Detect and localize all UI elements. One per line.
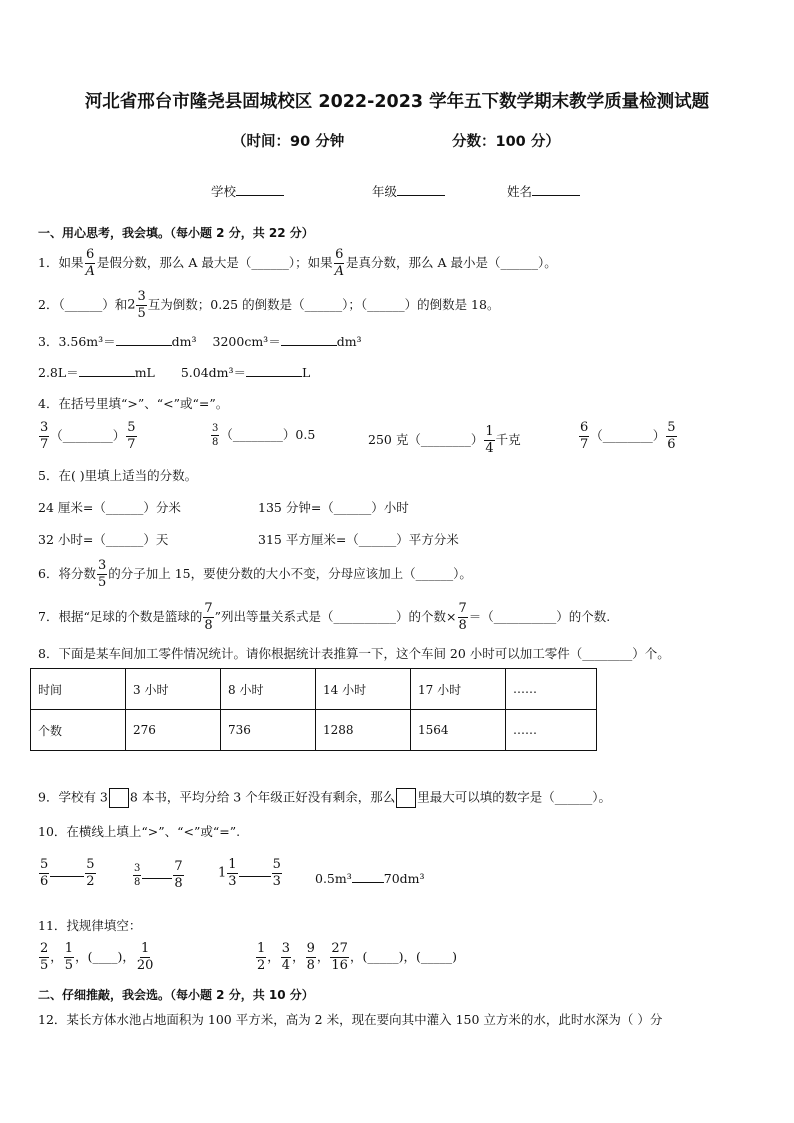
compare-item-2: $\frac{3}{8}$ $\frac{7}{8}$ [134, 859, 183, 891]
question-11-items [38, 942, 758, 982]
compare-item-2: $\frac{3}{8}$ （________）0.5 [212, 423, 316, 448]
exam-time: （时间：90 分钟 [232, 134, 345, 150]
compare-item-4: $\frac{6}{7}$ （________） $\frac{5}{6}$ [580, 420, 676, 452]
answer-blank[interactable] [116, 333, 172, 346]
exam-title: 河北省邢台市隆尧县固城校区 2022-2023 学年五下数学期末教学质量检测试题 [84, 92, 710, 112]
question-11: 11．找规律填空： [38, 918, 142, 933]
answer-blank[interactable] [142, 866, 172, 879]
grade-field [372, 182, 445, 200]
compare-blank[interactable]: （________） [50, 428, 126, 443]
answer-blank[interactable] [352, 870, 384, 883]
compare-blank[interactable]: （________） [590, 428, 666, 443]
name-field [507, 182, 580, 200]
question-8: 8．下面是某车间加工零件情况统计。请你根据统计表推算一下，这个车间 20 小时可以加工零件（________）个。 [38, 646, 670, 661]
sequence-blank[interactable]: (____) [87, 949, 123, 964]
sequence-blank[interactable]: (_____) [362, 949, 404, 964]
school-label: 学校 [211, 184, 237, 199]
school-field [211, 182, 284, 200]
sequence-blank[interactable]: (_____) [415, 949, 457, 964]
answer-blank[interactable] [239, 864, 271, 877]
question-2: 2．（______）和2 $\frac{3}{5}$ 互为倒数；0.25 的倒数是（______）；（______）的倒数是 18。 [38, 289, 500, 321]
question-4: 4．在括号里填“>”、“<”或“=”。 [38, 396, 229, 411]
question-5-b: 135 分钟=（______）小时 [258, 500, 409, 515]
compare-blank[interactable]: （________） [408, 432, 484, 447]
name-blank[interactable] [532, 183, 580, 196]
compare-item-3: 250 克（________） $\frac{1}{4}$ 千克 [368, 424, 521, 456]
name-label: 姓名 [507, 184, 533, 199]
section-2-heading: 二、仔细推敲，我会选。（每小题 2 分，共 10 分） [38, 988, 314, 1002]
question-5: 5．在( )里填上适当的分数。 [38, 468, 198, 483]
question-5-a: 24 厘米=（______）分米 [38, 500, 181, 515]
digit-box[interactable] [396, 788, 416, 808]
answer-blank[interactable] [50, 864, 84, 877]
table-row: 时间 3 小时 8 小时 14 小时 17 小时 …… [31, 669, 597, 710]
table-row: 个数 276 736 1288 1564 …… [31, 710, 597, 751]
answer-blank[interactable] [281, 333, 337, 346]
fraction: $\frac{6}{A}$ [85, 247, 95, 279]
question-12: 12．某长方体水池占地面积为 100 平方米，高为 2 米，现在要向其中灌入 150 立方米的水，此时水深为（ ）分 [38, 1012, 663, 1027]
question-5-c: 32 小时=（______）天 [38, 532, 169, 547]
answer-blank[interactable] [79, 364, 135, 377]
question-3-row-2: 2.8L＝ mL 5.04dm³＝ L [38, 365, 311, 380]
answer-blank[interactable] [246, 364, 302, 377]
compare-item-1: $\frac{5}{6}$ $\frac{5}{2}$ [40, 857, 95, 889]
fraction: $\frac{3}{5}$ [137, 289, 146, 321]
school-blank[interactable] [236, 183, 284, 196]
question-6: 6．将分数 $\frac{3}{5}$ 的分子加上 15，要使分数的大小不变，分母应该加上（______）。 [38, 558, 472, 590]
compare-item-3: 1 $\frac{1}{3}$ $\frac{5}{3}$ [218, 857, 281, 889]
sequence-1: $\frac{2}{5}$ ， $\frac{1}{5}$ ，(____)， $\frac{1}{20}$ [40, 941, 154, 973]
fraction: $\frac{6}{A}$ [334, 247, 344, 279]
question-5-d: 315 平方厘米=（______）平方分米 [258, 532, 459, 547]
statistics-table [30, 668, 597, 751]
question-10: 10．在横线上填上“>”、“<”或“=”. [38, 824, 241, 839]
question-3-row-1: 3．3.56m³＝ dm³ 3200cm³＝ dm³ [38, 334, 362, 349]
question-7: 7．根据“足球的个数是篮球的 $\frac{7}{8}$ ”列出等量关系式是（__________）的个数× $\frac{7}{8}$ ＝（__________）的个数. [38, 601, 611, 633]
grade-blank[interactable] [397, 183, 445, 196]
exam-score: 分数：100 分） [452, 134, 560, 150]
section-1-heading: 一、用心思考，我会填。（每小题 2 分，共 22 分） [38, 226, 314, 240]
digit-box[interactable] [109, 788, 129, 808]
question-10-items [38, 858, 758, 898]
compare-item-4: 0.5m³ 70dm³ [315, 871, 425, 886]
sequence-2: $\frac{1}{2}$ ， $\frac{3}{4}$ ， $\frac{9}{8}$ ， $\frac{27}{16}$ ，(_____)，(_____) [257, 941, 457, 973]
question-1: 1．如果 $\frac{6}{A}$ 是假分数，那么 A 最大是（______）；如果 $\frac{6}{A}$ 是真分数，那么 A 最小是（______）。 [38, 247, 557, 279]
grade-label: 年级 [372, 184, 398, 199]
compare-item-1: $\frac{3}{7}$ （________） $\frac{5}{7}$ [40, 420, 136, 452]
question-4-items [38, 421, 758, 461]
compare-blank[interactable]: （________） [220, 427, 296, 442]
question-9: 9．学校有 3 8 本书，平均分给 3 个年级正好没有剩余，那么 里最大可以填的数字是（______）。 [38, 788, 611, 808]
